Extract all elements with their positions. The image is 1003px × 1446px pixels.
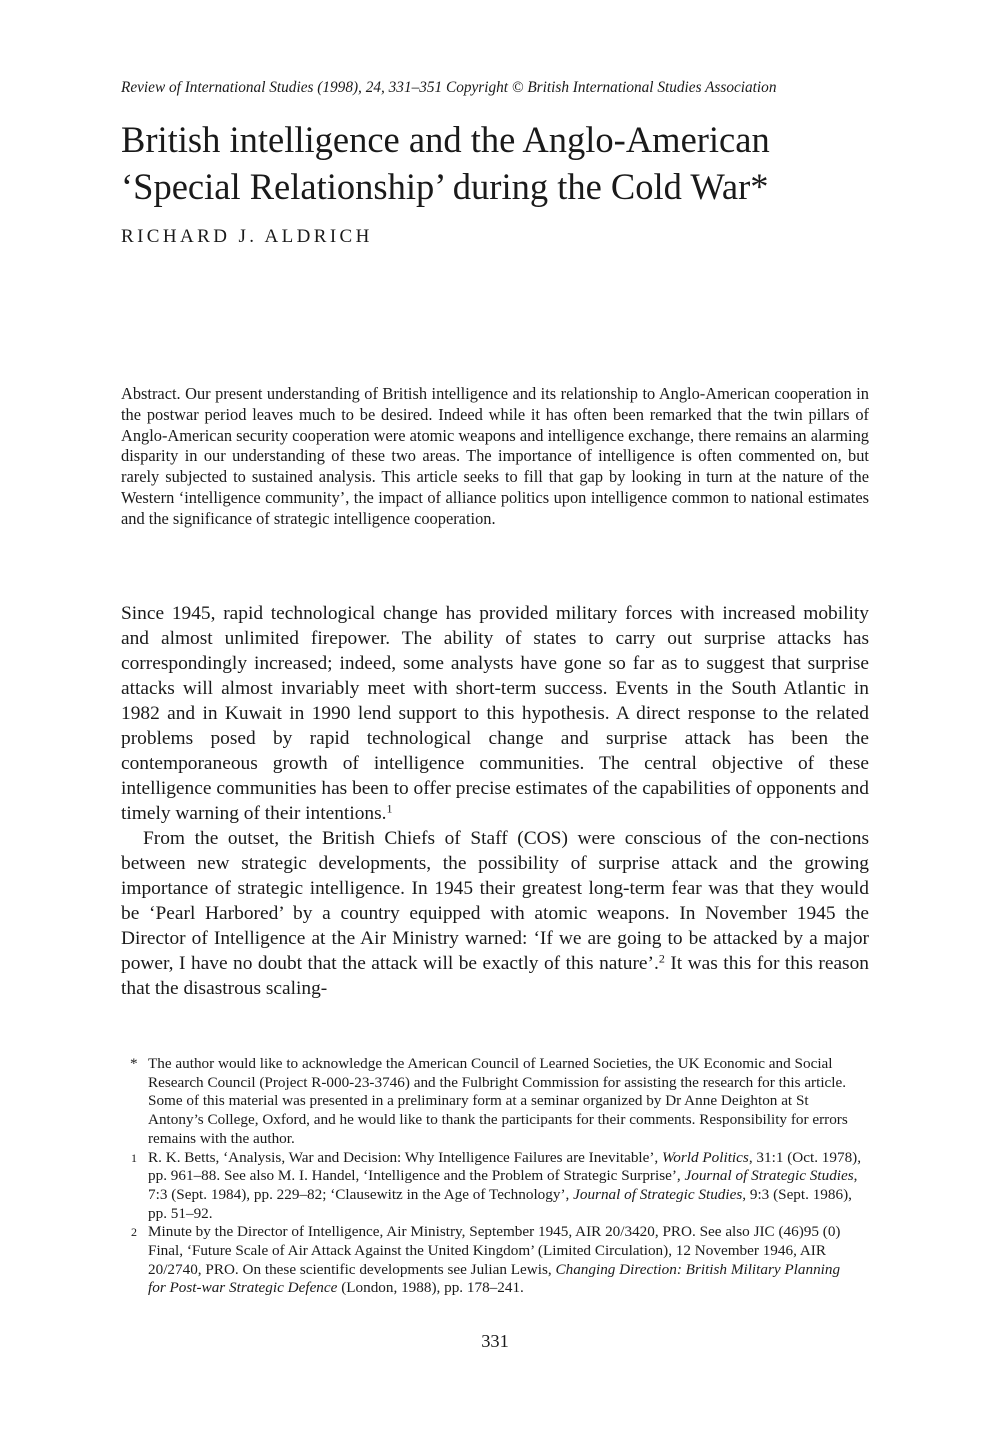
footnote-2 bbox=[121, 1223, 869, 1298]
footnote-1-journal-jss-1: Journal of Strategic Studies bbox=[684, 1167, 854, 1185]
title-line-2: ‘Special Relationship’ during the Cold War* bbox=[121, 166, 769, 207]
footnote-1-text-e: , 7:3 (Sept. 1984), pp. 229–82; ‘Clausewitz in the Age of Technology’, bbox=[148, 1167, 858, 1203]
footnote-1-text-c: , 31:1 (Oct. 1978), pp. 961–88. See also M. I. Handel, ‘Intelligence and the Problem of Strategic Surprise’, bbox=[148, 1148, 862, 1185]
paragraph-2-text-b: It was this for this reason that the disastrous scaling- bbox=[121, 953, 869, 999]
footnote-2-text-c: (London, 1988), pp. 178–241. bbox=[337, 1279, 524, 1297]
paragraph-1 bbox=[121, 601, 869, 826]
footnote-1-text-g: , 9:3 (Sept. 1986), pp. 51–92. bbox=[148, 1185, 852, 1222]
footnote-2-text-a: Minute by the Director of Intelligence, Air Ministry, September 1945, AIR 20/3420, PRO. See also JIC (46)95 (0) Final, ‘Future Scale of Air Attack Against the United Kingdom’ (Limited Circulation), 12 November 1946, AIR 20/2740, PRO. On these scientific developments see Julian Lewis, bbox=[148, 1223, 841, 1278]
note-ref-1: 1 bbox=[386, 801, 393, 816]
footnote-star-mark: * bbox=[130, 1055, 138, 1072]
footnote-star bbox=[121, 1055, 869, 1149]
note-ref-2: 2 bbox=[658, 951, 665, 966]
running-head: Review of International Studies (1998), 24, 331–351 Copyright © British International Studies Association bbox=[121, 79, 777, 96]
footnote-star-text: The author would like to acknowledge the American Council of Learned Societies, the UK Economic and Social Research Council (Project R-000-23-3746) and the Fulbright Commission for assisting the research for this article. Some of this material was presented in a preliminary form at a seminar organized by Dr Anne Deighton at St Antony’s College, Oxford, and he would like to thank the participants for their comments. Responsibility for errors remains with the author. bbox=[148, 1055, 848, 1147]
paragraph-2-text-a: From the outset, the British Chiefs of Staff (COS) were conscious of the con-nections between new strategic developments, the possibility of surprise attack and the growing importance of strategic intelligence. In 1945 their greatest long-term fear was that they would be ‘Pearl Harbored’ by a country equipped with atomic weapons. In November 1945 the Director of Intelligence at the Air Ministry warned: ‘If we are going to be attacked by a major power, I have no doubt that the attack will be exactly of this nature’. bbox=[121, 828, 869, 974]
footnote-2-mark: 2 bbox=[131, 1225, 137, 1240]
abstract: Abstract. Our present understanding of British intelligence and its relationship to Anglo-American cooperation in the postwar period leaves much to be desired. Indeed while it has often been remarked that the twin pillars of Anglo-American security cooperation were atomic weapons and intelligence exchange, there remains an alarming disparity in our understanding of these two areas. The importance of intelligence is often commented on, but rarely subjected to sustained analysis. This article seeks to fill that gap by looking in turn at the nature of the Western ‘intelligence community’, the impact of alliance politics upon intelligence common to national estimates and the significance of strategic intelligence cooperation. bbox=[121, 384, 869, 528]
page-number: 331 bbox=[481, 1331, 509, 1351]
footnote-1 bbox=[121, 1149, 869, 1224]
body-text bbox=[121, 601, 869, 1001]
footnote-1-journal-jss-2: Journal of Strategic Studies bbox=[573, 1185, 743, 1203]
author-name: RICHARD J. ALDRICH bbox=[121, 226, 373, 247]
article-title bbox=[121, 116, 881, 210]
title-line-1: British intelligence and the Anglo-American bbox=[121, 119, 770, 160]
footnote-2-book-title: Changing Direction: British Military Planning for Post-war Strategic Defence bbox=[148, 1260, 841, 1297]
footnote-1-text-a: R. K. Betts, ‘Analysis, War and Decision: Why Intelligence Failures are Inevitable’, bbox=[148, 1148, 663, 1166]
paragraph-2 bbox=[121, 826, 869, 1001]
paragraph-1-text: Since 1945, rapid technological change has provided military forces with increased mobility and almost unlimited firepower. The ability of states to carry out surprise attacks has correspondingly increased; indeed, some analysts have gone so far as to suggest that surprise attacks will almost invariably meet with short-term success. Events in the South Atlantic in 1982 and in Kuwait in 1990 lend support to this hypothesis. A direct response to the related problems posed by rapid technological change and surprise attack has been the contemporaneous growth of intelligence communities. The central objective of these intelligence communities has been to offer precise estimates of the capabilities of opponents and timely warning of their intentions. bbox=[121, 603, 869, 824]
footnote-1-mark: 1 bbox=[131, 1150, 137, 1165]
footnote-1-journal-world-politics: World Politics bbox=[662, 1148, 749, 1166]
footnotes bbox=[121, 1055, 869, 1298]
